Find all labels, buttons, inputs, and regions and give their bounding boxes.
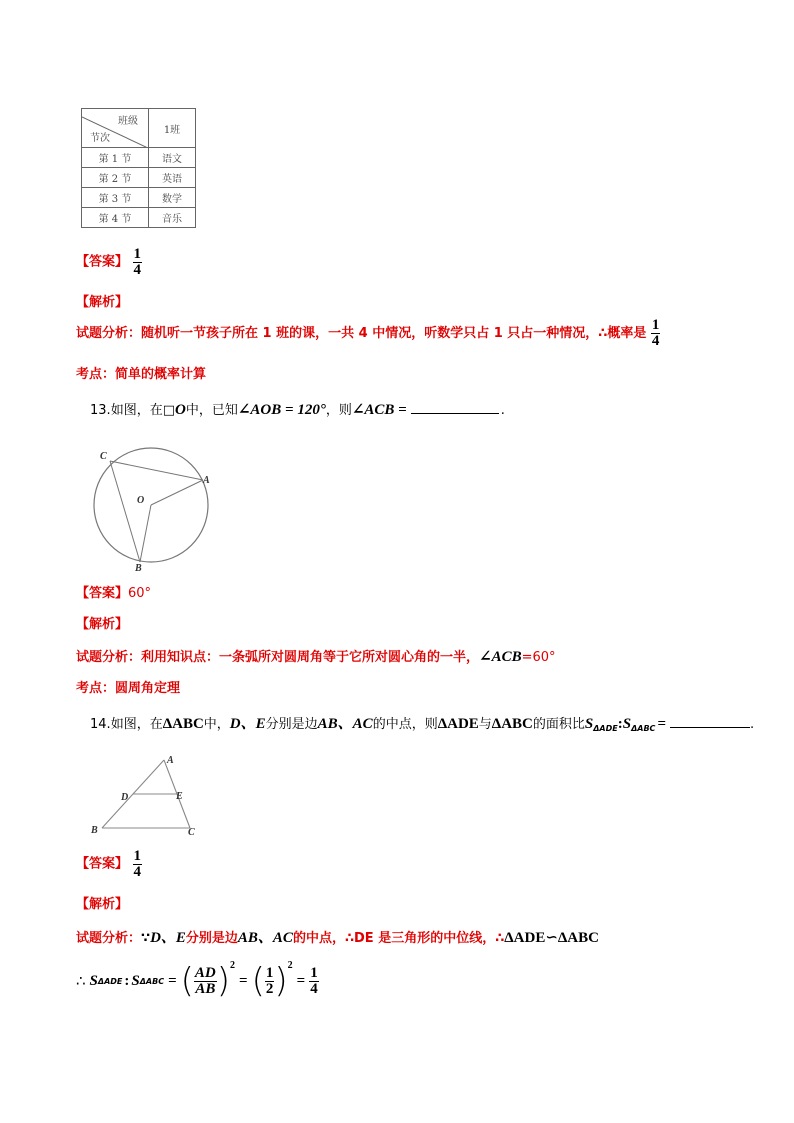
period-cell: 第 2 节 xyxy=(82,168,149,188)
q14-analysis-label: 【解析】 xyxy=(76,897,129,912)
result-fraction: $\frac{1}{4}$ xyxy=(310,964,318,997)
q13-analysis-label: 【解析】 xyxy=(76,617,129,632)
subject-cell: 音乐 xyxy=(149,208,196,228)
class-column-header: 1班 xyxy=(149,109,196,148)
period-cell: 第 4 节 xyxy=(82,208,149,228)
q14-equation: ∴ S ΔADE : S ΔABC = ( $\frac{AD}{AB}$ ) 2 = ( $\frac{1}{2}$ ) 2 = $\frac{1}{4}$ xyxy=(76,960,318,1001)
period-cell: 第 3 节 xyxy=(82,188,149,208)
table-row xyxy=(82,148,196,168)
q13-kaodian: 考点：圆周角定理 xyxy=(76,681,181,696)
answer-blank xyxy=(411,401,499,414)
answer-label: 【答案】 xyxy=(76,254,129,270)
svg-text:O: O xyxy=(137,495,145,506)
q14-question: 14.如图，在ΔABC中，D、E分别是边AB、AC的中点，则ΔADE与ΔABC的面积比$S_{\Delta ADE}:S_{\Delta ABC}$ = . xyxy=(90,716,755,733)
q12-answer-fraction: $\frac{1}{4}$ xyxy=(133,246,142,278)
header-period-label: 节次 xyxy=(90,133,110,144)
q13-answer: 【答案】60° xyxy=(76,586,152,601)
svg-text:C: C xyxy=(188,827,195,838)
q13-analysis: 试题分析：利用知识点：一条弧所对圆周角等于它所对圆心角的一半，∠ACB=60° xyxy=(76,649,556,665)
q14-analysis: 试题分析：∵D、E分别是边AB、AC的中点，∴DE 是三角形的中位线，∴ΔADE∽ΔABC xyxy=(76,930,599,946)
q12-answer xyxy=(76,247,142,278)
diagonal-header-cell xyxy=(82,109,149,148)
subject-cell: 英语 xyxy=(149,168,196,188)
svg-text:B: B xyxy=(91,825,98,836)
answer-blank xyxy=(670,715,750,728)
ad-over-ab-fraction: $\frac{AD}{AB}$ xyxy=(194,964,216,997)
q13-question: 13.如图，在□O中，已知∠AOB = 120°，则∠ACB = . xyxy=(90,402,505,418)
subject-cell: 语文 xyxy=(149,148,196,168)
subject-cell: 数学 xyxy=(149,188,196,208)
svg-text:B: B xyxy=(135,563,142,573)
q13-answer-value: 60° xyxy=(128,586,152,601)
q13-circle-figure xyxy=(85,443,225,573)
q14-answer: 【答案】 $\frac{1}{4}$ xyxy=(76,848,142,880)
half-fraction: $\frac{1}{2}$ xyxy=(265,964,274,997)
table-row xyxy=(82,208,196,228)
svg-text:A: A xyxy=(167,755,174,766)
svg-text:D: D xyxy=(121,792,129,803)
period-cell: 第 1 节 xyxy=(82,148,149,168)
q12-kaodian: 考点：简单的概率计算 xyxy=(76,367,207,382)
q12-analysis: 试题分析：随机听一节孩子所在 1 班的课，一共 4 中情况，听数学只占 1 只占一种情况，∴概率是 $\frac{1}{4}$ xyxy=(76,317,660,349)
q14-triangle-figure xyxy=(88,752,206,838)
q12-analysis-fraction: $\frac{1}{4}$ xyxy=(651,317,660,349)
q12-analysis-text: 随机听一节孩子所在 1 班的课，一共 4 中情况，听数学只占 1 只占一种情况，∴概率是 xyxy=(141,326,647,341)
svg-text:A: A xyxy=(203,475,210,486)
svg-text:C: C xyxy=(100,451,107,462)
header-class-label: 班级 xyxy=(118,116,138,127)
q12-analysis-label: 【解析】 xyxy=(76,295,129,310)
svg-text:E: E xyxy=(176,791,183,802)
table-row xyxy=(82,188,196,208)
schedule-table xyxy=(81,108,196,228)
q14-answer-fraction: $\frac{1}{4}$ xyxy=(133,848,142,880)
table-row xyxy=(82,168,196,188)
q12-kaodian-text: 简单的概率计算 xyxy=(115,367,207,382)
